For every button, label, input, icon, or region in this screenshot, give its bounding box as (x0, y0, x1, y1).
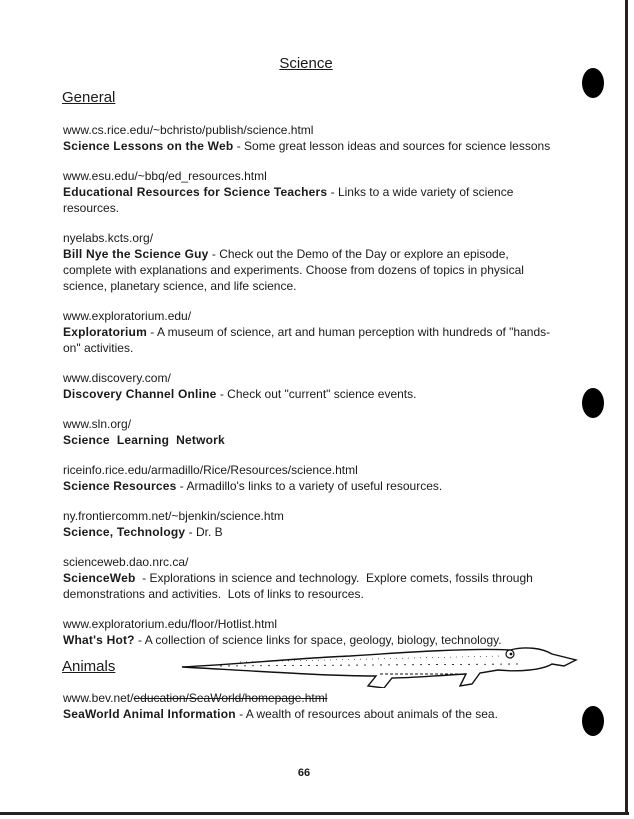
entry-name: Discovery Channel Online (63, 387, 217, 401)
punch-hole (582, 706, 604, 736)
page-edge-right (625, 0, 628, 812)
alligator-illustration (180, 640, 580, 688)
page-title: Science (279, 55, 333, 72)
entry-description: - A wealth of resources about animals of the sea. (235, 707, 498, 721)
entry-name: SeaWorld Animal Information (63, 707, 236, 721)
entry-name: Science Learning Network (63, 433, 225, 447)
entry-url[interactable]: www.cs.rice.edu/~bchristo/publish/science.html (63, 123, 314, 137)
entry-url[interactable]: riceinfo.rice.edu/armadillo/Rice/Resources/science.html (63, 463, 358, 477)
section-heading-general: General (62, 89, 116, 106)
entry-url-struck-text: education/SeaWorld/homepage.html (133, 691, 328, 705)
general-entries (63, 122, 553, 662)
punch-hole (582, 68, 604, 98)
entry-name: Science Resources (63, 479, 177, 493)
list-item (63, 690, 553, 722)
entry-url[interactable] (63, 690, 553, 706)
punch-hole (582, 388, 604, 418)
page-number: 66 (297, 767, 311, 779)
list-item (63, 308, 553, 356)
page-edge-bottom (0, 812, 629, 815)
entry-name: Exploratorium (63, 325, 147, 339)
entry-url[interactable]: nyelabs.kcts.org/ (63, 231, 154, 245)
list-item (63, 462, 553, 494)
entry-url[interactable]: www.sln.org/ (63, 417, 132, 431)
list-item (63, 230, 553, 294)
entry-description: - Some great lesson ideas and sources for science lessons (233, 139, 551, 153)
list-item (63, 508, 553, 540)
list-item (63, 168, 553, 216)
entry-description: - A museum of science, art and human perception with hundreds of "hands-on" activities. (63, 325, 551, 355)
entry-description: - Check out "current" science events. (216, 387, 417, 401)
entry-url[interactable]: www.exploratorium.edu/floor/Hotlist.html (63, 617, 278, 631)
entry-url-text: www.bev.net/ (63, 691, 134, 705)
list-item (63, 370, 553, 402)
entry-description: - Armadillo's links to a variety of useful resources. (176, 479, 443, 493)
entry-url[interactable]: scienceweb.dao.nrc.ca/ (63, 555, 189, 569)
entry-name: Bill Nye the Science Guy (63, 247, 209, 261)
entry-name: ScienceWeb (63, 571, 136, 585)
entry-description: - Dr. B (185, 525, 223, 539)
entry-description: - Explorations in science and technology. Explore comets, fossils through demonstrations and activities. Lots of links to resources. (63, 571, 537, 601)
entry-description: - A collection of science links for space, geology, biology, technology. (134, 633, 502, 647)
entry-name: What's Hot? (63, 633, 135, 647)
entry-url[interactable]: www.exploratorium.edu/ (63, 309, 192, 323)
entry-name: Educational Resources for Science Teachers (63, 185, 328, 199)
entry-description: - Links to a wide variety of science resources. (63, 185, 514, 215)
section-heading-animals: Animals (62, 658, 116, 675)
list-item (63, 122, 553, 154)
entry-description: - Check out the Demo of the Day or explore an episode, complete with explanations and experiments. Choose from dozens of topics in physical science, planetary science, and life science. (63, 247, 524, 293)
entry-name: Science, Technology (63, 525, 186, 539)
list-item (63, 416, 553, 448)
animal-entries (63, 690, 553, 736)
entry-url[interactable]: www.esu.edu/~bbq/ed_resources.html (63, 169, 267, 183)
entry-url[interactable]: www.discovery.com/ (63, 371, 171, 385)
entry-url[interactable]: ny.frontiercomm.net/~bjenkin/science.htm (63, 509, 284, 523)
entry-name: Science Lessons on the Web (63, 139, 234, 153)
list-item (63, 554, 553, 602)
